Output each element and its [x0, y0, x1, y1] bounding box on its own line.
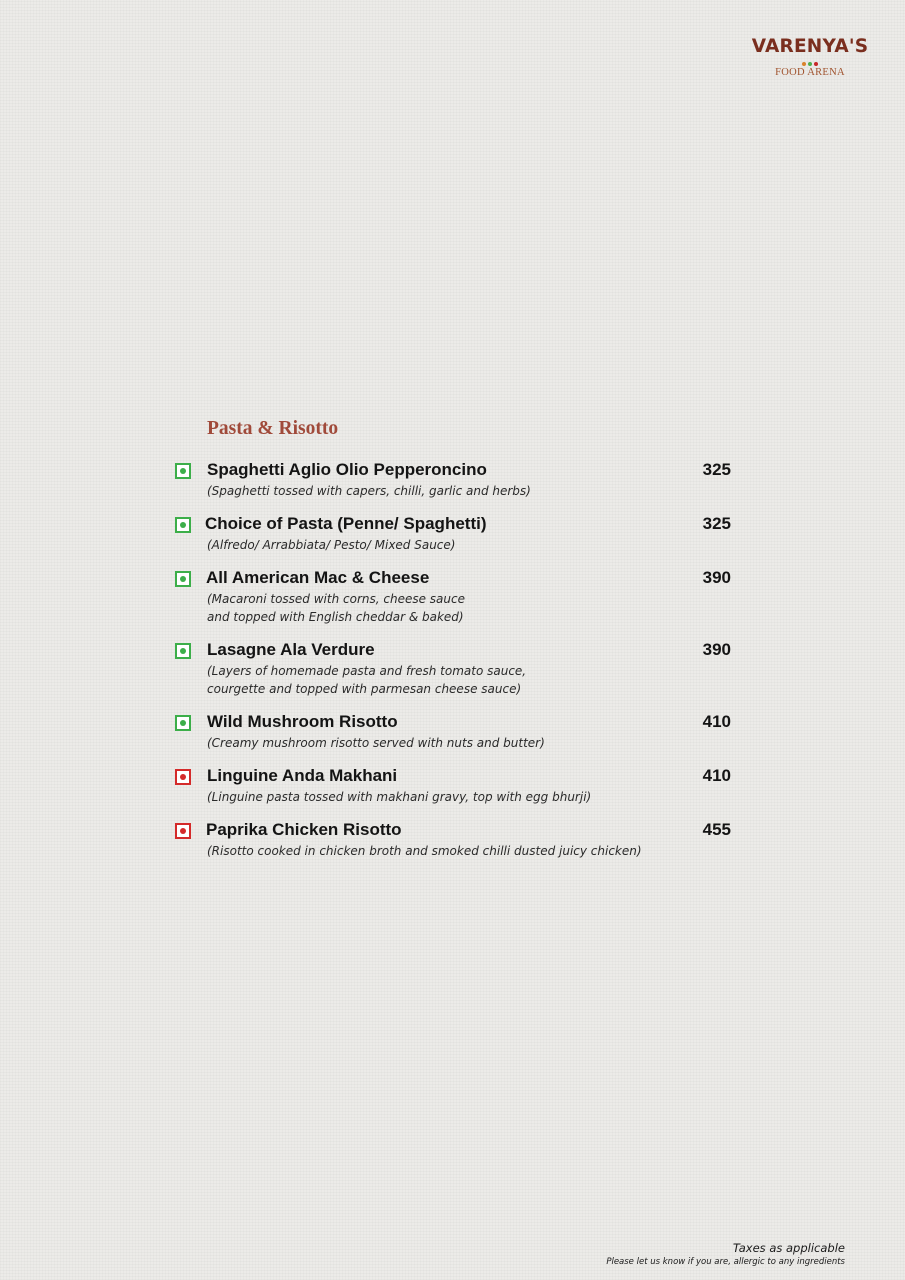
veg-indicator-icon	[175, 715, 191, 731]
item-description	[207, 536, 455, 554]
item-name: Choice of Pasta (Penne/ Spaghetti)	[205, 514, 487, 533]
item-description	[207, 482, 531, 500]
brand-name: VARENYA'S	[751, 36, 869, 57]
item-description-line: (Macaroni tossed with corns, cheese sauce	[207, 592, 465, 606]
veg-indicator-icon	[175, 517, 191, 533]
item-name: Wild Mushroom Risotto	[207, 712, 398, 731]
item-description-line: (Spaghetti tossed with capers, chilli, garlic and herbs)	[207, 484, 531, 498]
veg-indicator-icon	[175, 463, 191, 479]
menu-item	[175, 820, 735, 864]
brand-logo	[740, 36, 880, 80]
menu-item	[175, 460, 735, 504]
item-description	[207, 788, 591, 806]
item-description-line: courgette and topped with parmesan cheese sauce)	[207, 682, 522, 696]
footer	[606, 1241, 845, 1269]
item-description-line: (Risotto cooked in chicken broth and smoked chilli dusted juicy chicken)	[207, 844, 642, 858]
item-name: All American Mac & Cheese	[206, 568, 430, 587]
non-veg-indicator-icon	[175, 823, 191, 839]
item-price: 325	[702, 460, 731, 479]
menu-item	[175, 766, 735, 810]
non-veg-indicator-icon	[175, 769, 191, 785]
item-price: 390	[702, 640, 731, 659]
allergy-note: Please let us know if you are, allergic to any ingredients	[606, 1257, 845, 1267]
item-price: 410	[702, 712, 731, 731]
brand-tagline: FOOD ARENA	[775, 67, 845, 78]
item-description	[207, 734, 545, 752]
item-price: 390	[702, 568, 731, 587]
item-description-line: and topped with English cheddar & baked)	[207, 610, 464, 624]
item-price: 325	[702, 514, 731, 533]
item-name: Linguine Anda Makhani	[207, 766, 398, 785]
item-description	[207, 662, 526, 698]
item-name: Paprika Chicken Risotto	[206, 820, 402, 839]
item-description-line: (Alfredo/ Arrabbiata/ Pesto/ Mixed Sauce)	[207, 538, 456, 552]
veg-indicator-icon	[175, 643, 191, 659]
item-description	[207, 590, 465, 626]
section-title: Pasta & Risotto	[207, 418, 339, 439]
item-price: 410	[702, 766, 731, 785]
item-description-line: (Linguine pasta tossed with makhani gravy, top with egg bhurji)	[207, 790, 592, 804]
taxes-note: Taxes as applicable	[732, 1241, 845, 1255]
brand-dots	[740, 59, 880, 65]
item-description-line: (Creamy mushroom risotto served with nuts and butter)	[207, 736, 545, 750]
menu-item	[175, 568, 735, 630]
item-name: Spaghetti Aglio Olio Pepperoncino	[207, 460, 487, 479]
menu-item	[175, 514, 735, 558]
item-price: 455	[702, 820, 731, 839]
veg-indicator-icon	[175, 571, 191, 587]
item-description	[207, 842, 642, 860]
menu-item	[175, 640, 735, 702]
item-name: Lasagne Ala Verdure	[207, 640, 375, 659]
item-description-line: (Layers of homemade pasta and fresh tomato sauce,	[207, 664, 527, 678]
menu-item	[175, 712, 735, 756]
